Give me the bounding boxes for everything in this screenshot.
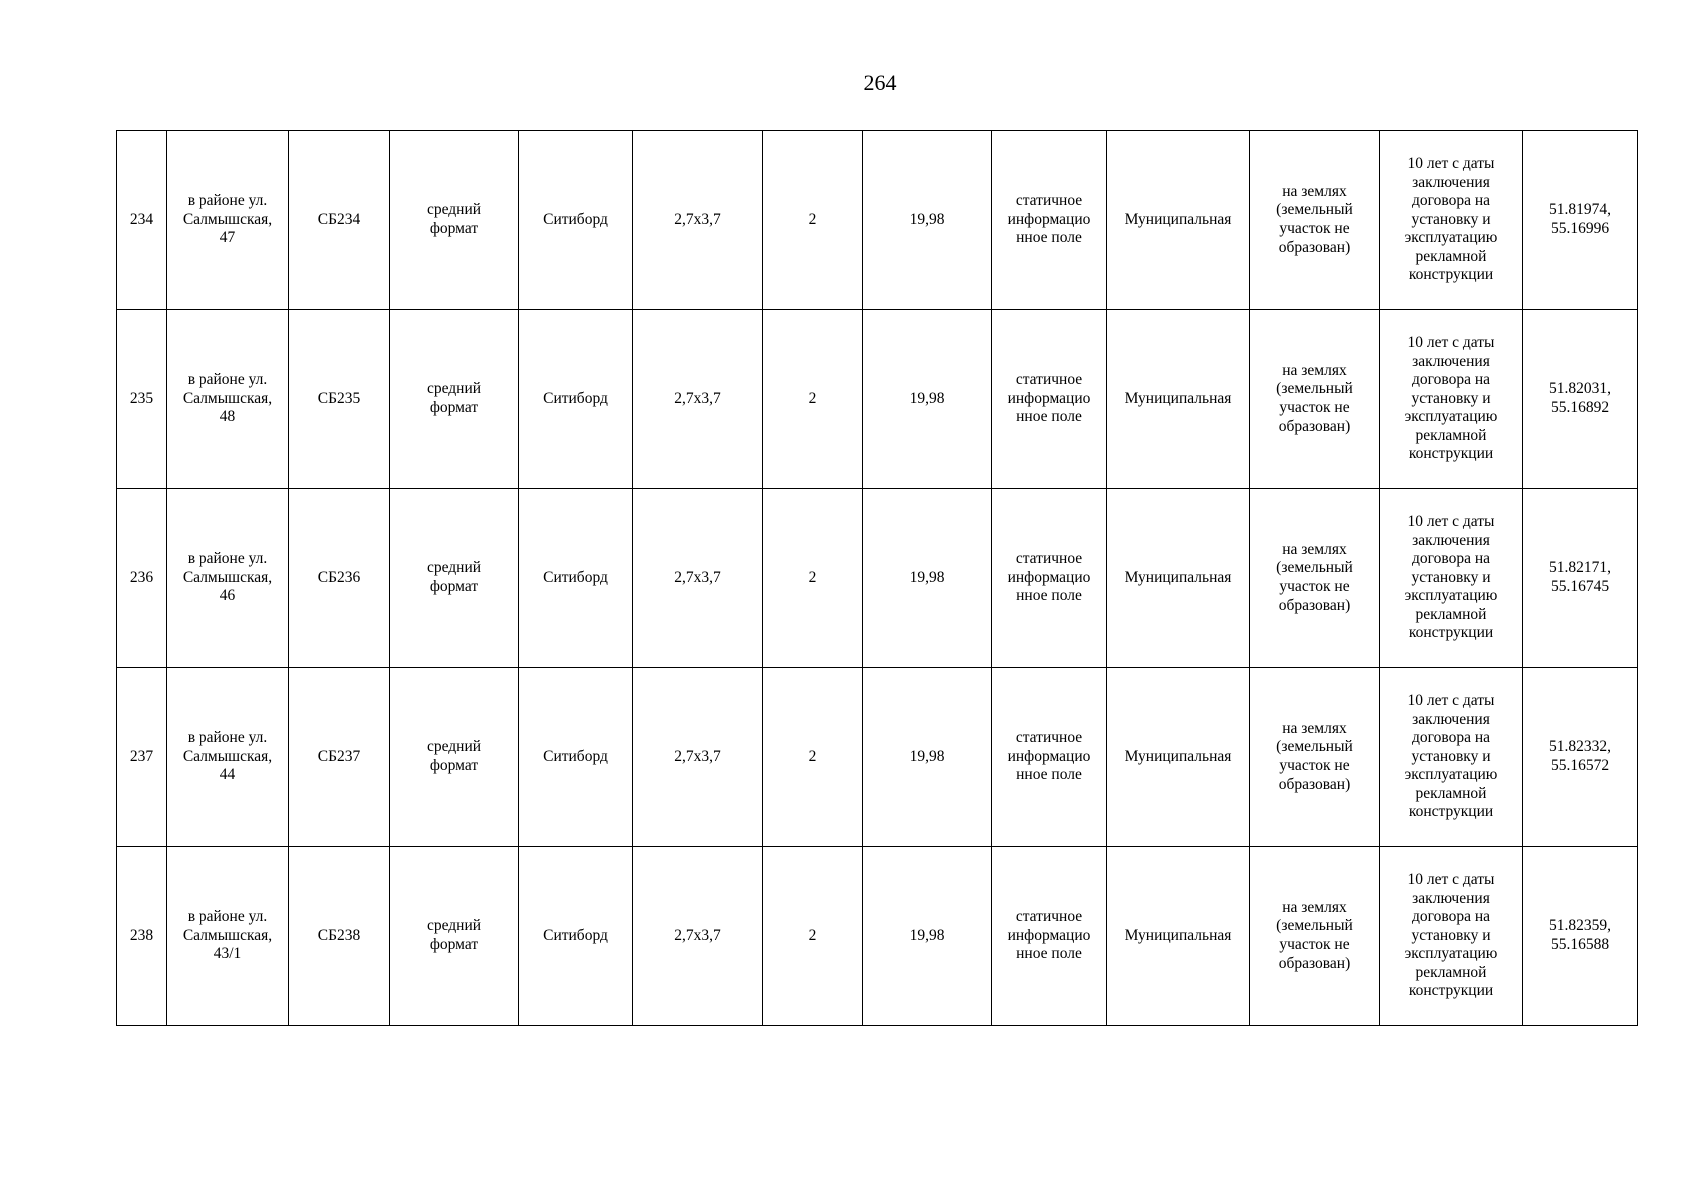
cell-ownership: Муниципальная [1107, 847, 1250, 1026]
cell-sides: 2 [763, 489, 863, 668]
cell-ownership: Муниципальная [1107, 668, 1250, 847]
cell-size: 2,7х3,7 [633, 847, 763, 1026]
cell-address: в районе ул. Салмышская, 47 [167, 131, 289, 310]
cell-size: 2,7х3,7 [633, 489, 763, 668]
table-row [117, 131, 1638, 310]
cell-land: на землях (земельный участок не образован) [1250, 847, 1380, 1026]
cell-area: 19,98 [863, 310, 992, 489]
cell-format: средний формат [390, 310, 519, 489]
cell-address: в районе ул. Салмышская, 48 [167, 310, 289, 489]
cell-code: СБ235 [289, 310, 390, 489]
cell-term: 10 лет с даты заключения договора на установку и эксплуатацию рекламной конструкции [1380, 310, 1523, 489]
cell-type: Ситиборд [519, 668, 633, 847]
cell-sides: 2 [763, 847, 863, 1026]
cell-address: в районе ул. Салмышская, 46 [167, 489, 289, 668]
cell-size: 2,7х3,7 [633, 131, 763, 310]
cell-coordinates: 51.82332, 55.16572 [1523, 668, 1638, 847]
cell-code: СБ234 [289, 131, 390, 310]
cell-land: на землях (земельный участок не образован) [1250, 131, 1380, 310]
cell-area: 19,98 [863, 131, 992, 310]
cell-land: на землях (земельный участок не образован) [1250, 489, 1380, 668]
cell-area: 19,98 [863, 489, 992, 668]
cell-info-field: статичное информацио нное поле [992, 489, 1107, 668]
cell-code: СБ237 [289, 668, 390, 847]
cell-code: СБ238 [289, 847, 390, 1026]
cell-coordinates: 51.82359, 55.16588 [1523, 847, 1638, 1026]
advertising-structures-table [116, 130, 1638, 1026]
cell-term: 10 лет с даты заключения договора на установку и эксплуатацию рекламной конструкции [1380, 668, 1523, 847]
table-row [117, 310, 1638, 489]
cell-land: на землях (земельный участок не образован) [1250, 310, 1380, 489]
cell-number: 236 [117, 489, 167, 668]
table-row [117, 668, 1638, 847]
cell-number: 234 [117, 131, 167, 310]
table-row [117, 489, 1638, 668]
cell-type: Ситиборд [519, 489, 633, 668]
cell-term: 10 лет с даты заключения договора на установку и эксплуатацию рекламной конструкции [1380, 847, 1523, 1026]
cell-format: средний формат [390, 489, 519, 668]
cell-coordinates: 51.82031, 55.16892 [1523, 310, 1638, 489]
cell-info-field: статичное информацио нное поле [992, 310, 1107, 489]
cell-term: 10 лет с даты заключения договора на установку и эксплуатацию рекламной конструкции [1380, 131, 1523, 310]
cell-term: 10 лет с даты заключения договора на установку и эксплуатацию рекламной конструкции [1380, 489, 1523, 668]
cell-number: 235 [117, 310, 167, 489]
cell-sides: 2 [763, 668, 863, 847]
cell-type: Ситиборд [519, 310, 633, 489]
cell-coordinates: 51.81974, 55.16996 [1523, 131, 1638, 310]
cell-size: 2,7х3,7 [633, 310, 763, 489]
page-number: 264 [863, 70, 897, 95]
cell-code: СБ236 [289, 489, 390, 668]
cell-ownership: Муниципальная [1107, 131, 1250, 310]
cell-address: в районе ул. Салмышская, 43/1 [167, 847, 289, 1026]
cell-number: 237 [117, 668, 167, 847]
cell-format: средний формат [390, 847, 519, 1026]
cell-format: средний формат [390, 668, 519, 847]
cell-format: средний формат [390, 131, 519, 310]
cell-info-field: статичное информацио нное поле [992, 847, 1107, 1026]
cell-sides: 2 [763, 131, 863, 310]
cell-type: Ситиборд [519, 847, 633, 1026]
cell-area: 19,98 [863, 668, 992, 847]
cell-land: на землях (земельный участок не образован) [1250, 668, 1380, 847]
cell-coordinates: 51.82171, 55.16745 [1523, 489, 1638, 668]
cell-info-field: статичное информацио нное поле [992, 131, 1107, 310]
cell-number: 238 [117, 847, 167, 1026]
cell-sides: 2 [763, 310, 863, 489]
cell-ownership: Муниципальная [1107, 489, 1250, 668]
table-row [117, 847, 1638, 1026]
cell-address: в районе ул. Салмышская, 44 [167, 668, 289, 847]
cell-info-field: статичное информацио нное поле [992, 668, 1107, 847]
cell-ownership: Муниципальная [1107, 310, 1250, 489]
cell-type: Ситиборд [519, 131, 633, 310]
cell-size: 2,7х3,7 [633, 668, 763, 847]
cell-area: 19,98 [863, 847, 992, 1026]
